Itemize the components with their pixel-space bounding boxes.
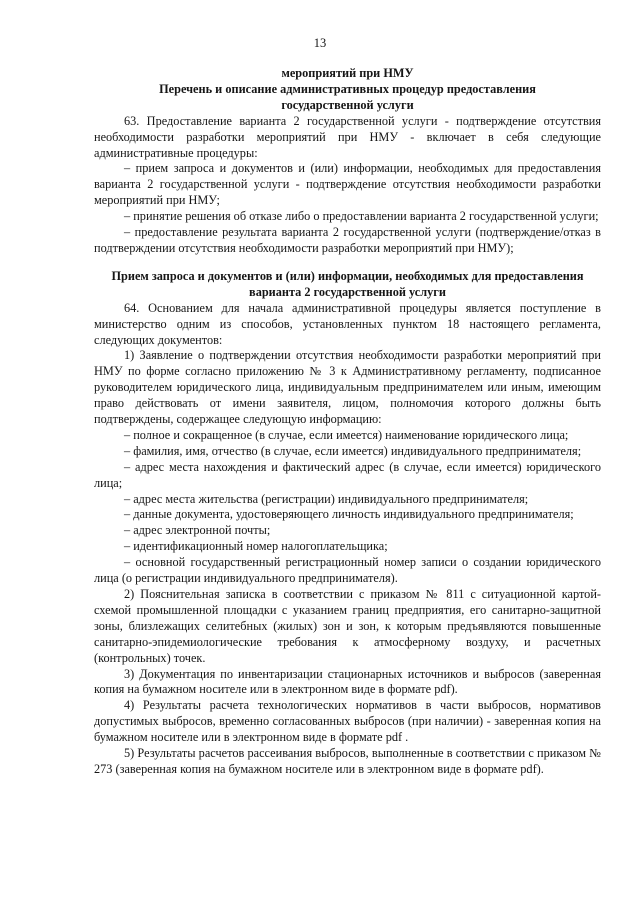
document-body [94, 66, 601, 778]
paragraph-64: 64. Основанием для начала административной процедуры является поступление в министерство одним из способов, установленных пунктом 18 настоящего регламента, следующих документов: [94, 300, 601, 347]
application-info-item: – полное и сокращенное (в случае, если имеется) наименование юридического лица; [124, 427, 569, 442]
procedure-list-item: – предоставление результата варианта 2 государственной услуги (подтверждение/отказ в подтверждении отсутствия необходимости разработки мероприятий при НМУ); [94, 225, 601, 255]
heading-line: государственной услуги [281, 97, 414, 112]
document-item-3: 3) Документация по инвентаризации стационарных источников и выбросов (заверенная копия на бумажном носителе или в электронном виде в формате pdf). [94, 666, 601, 697]
document-item-4: 4) Результаты расчета технологических нормативов в части выбросов, нормативов допустимых выбросов, временно согласованных выбросов (при наличии) - заверенная копия на бумажном носителе или в электронном виде в формате pdf . [94, 698, 601, 745]
application-info-item: – идентификационный номер налогоплательщика; [124, 539, 388, 554]
application-info-item: – данные документа, удостоверяющего личность индивидуального предпринимателя; [124, 507, 574, 522]
heading-line: мероприятий при НМУ [281, 66, 414, 80]
section-heading-procedures [94, 66, 601, 114]
document-item-2: 2) Пояснительная записка в соответствии с приказом № 811 с ситуационной картой-схемой промышленной площадки с указанием границ предприятия, его санитарно-защитной зоны, близлежащих селитебных (жилых) зон и зон, к которым предъявляются повышенные санитарно-эпидемиологические требования к атмосферному воздуху, и расчетных (контрольных) точек. [94, 587, 601, 665]
heading-line: варианта 2 государственной услуги [249, 284, 446, 299]
procedure-list-item: – прием запроса и документов и (или) информации, необходимых для предоставления варианта 2 государственной услуги - подтверждение отсутствия необходимости разработки мероприятий при НМУ; [94, 161, 601, 208]
page-number: 13 [313, 36, 327, 50]
document-item-1: 1) Заявление о подтверждении отсутствия необходимости разработки мероприятий при НМУ по форме согласно приложению № 3 к Административному регламенту, подписанное руководителем юридического лица, индивидуальным предпринимателем или иным, имеющим право действовать от имени заявителя, лицом, полномочия которого должны быть подтверждены, содержащее следующую информацию: [94, 348, 601, 427]
heading-line: Прием запроса и документов и (или) информации, необходимых для предоставления [111, 268, 584, 283]
section-spacer [94, 257, 601, 269]
paragraph-63: 63. Предоставление варианта 2 государственной услуги - подтверждение отсутствия необходимости разработки мероприятий при НМУ - включает в себя следующие административные процедуры: [94, 113, 601, 160]
document-item-5: 5) Результаты расчетов рассеивания выбросов, выполненные в соответствии с приказом № 273 (заверенная копия на бумажном носителе или в электронном виде в формате pdf). [94, 746, 601, 776]
application-info-item: – основной государственный регистрационный номер записи о создании юридического лица (о регистрации индивидуального предпринимателя). [94, 555, 601, 586]
application-info-item: – адрес места нахождения и фактический адрес (в случае, если имеется) юридического лица; [94, 459, 601, 490]
application-info-item: – адрес места жительства (регистрации) индивидуального предпринимателя; [124, 491, 529, 506]
procedure-list-item: – принятие решения об отказе либо о предоставлении варианта 2 государственной услуги; [124, 209, 599, 224]
heading-line: Перечень и описание административных процедур предоставления [159, 81, 536, 96]
section-heading-request-intake [94, 269, 601, 301]
application-info-item: – адрес электронной почты; [124, 523, 271, 538]
application-info-item: – фамилия, имя, отчество (в случае, если имеется) индивидуального предпринимателя; [124, 443, 582, 458]
